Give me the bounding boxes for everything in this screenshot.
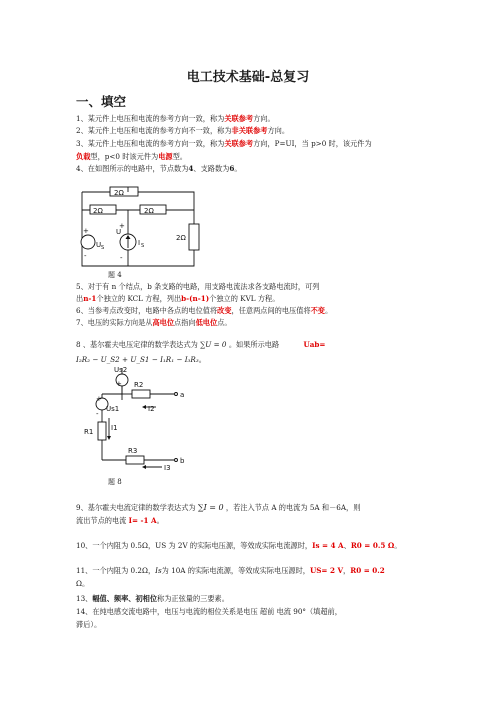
question-14-line-2: 滞后）。: [76, 620, 102, 629]
question-text: 流出节点的电流: [76, 516, 129, 525]
plus-sign: +: [119, 222, 125, 230]
question-7: [76, 317, 232, 328]
source-voltage-subscript: S: [101, 245, 105, 251]
question-text: 2、某元件上电压和电流的参考方向不一致，称为: [76, 126, 232, 135]
answer: 6: [229, 164, 235, 173]
question-text: 1、某元件上电压和电流的参考方向一致，称为: [76, 114, 225, 123]
question-text: 方向，P=UI，当 p>0 时，该元件为: [253, 139, 372, 148]
resistor-r3: [126, 456, 144, 464]
question-text: 出: [76, 294, 84, 303]
question-text: 方向。: [267, 126, 290, 135]
answer: 电源: [158, 152, 173, 161]
i3-label: I3: [164, 464, 171, 472]
answer: I= -1 A: [128, 516, 157, 525]
resistor-top-label: 2Ω: [114, 189, 124, 197]
question-5-line-2: [76, 293, 279, 304]
minus-sign: -: [96, 410, 99, 418]
question-text: 个独立的 KCL 方程，列出: [96, 294, 182, 303]
document-title: 电工技术基础-总复习: [186, 70, 310, 85]
source-current-subscript: S: [141, 243, 145, 249]
question-text: 为 10A 的实际电流源，等效成实际电压源时，: [161, 566, 310, 575]
answer: 改变: [217, 306, 232, 315]
question-11-line-1: [76, 565, 385, 576]
resistor-right-label: 2Ω: [176, 234, 186, 242]
plus-sign: +: [96, 395, 102, 403]
plus-sign: +: [116, 380, 122, 388]
answer: US= 2 V: [309, 566, 344, 575]
figure-4-caption: 题 4: [108, 271, 122, 279]
question-8-line-1: [76, 339, 325, 350]
node-a-label: a: [180, 391, 185, 399]
voltage-label: U: [116, 228, 122, 236]
answer: 关联参考: [224, 114, 254, 123]
question-text: ，若注入节点 A 的电流为 5A 和－6A，则: [225, 503, 361, 512]
question-6: [76, 305, 332, 316]
answer: 4: [188, 164, 194, 173]
question-text: 个独立的 KVL 方程。: [209, 294, 280, 303]
answer: 非关联参考: [231, 126, 268, 135]
question-text: 、支路数为: [193, 164, 230, 173]
question-text: 。如果所示电路: [228, 340, 280, 349]
answer: n-1: [83, 294, 97, 303]
is-symbol: Is: [155, 566, 162, 575]
plus-sign: +: [83, 227, 89, 235]
question-number: 13、: [76, 594, 93, 603]
source-current-label: I: [138, 239, 141, 247]
resistor-r1: [98, 422, 106, 440]
resistor-right: [189, 224, 199, 250]
question-text: 。: [234, 164, 242, 173]
kvl-formula: ∑U = 0: [200, 340, 227, 349]
question-14-line-1: 14、在纯电感交流电路中，电压与电流的相位关系是电压 超前 电流 90°（填超前，: [76, 607, 342, 616]
answer: 关联参考: [224, 139, 254, 148]
question-text: 10、一个内阻为 0.5Ω，US 为 2V 的实际电压源，等效成实际电流源时，: [76, 541, 313, 550]
question-text: 3、某元件上电压和电流的参考方向一致，称为: [76, 139, 225, 148]
question-4: [76, 163, 242, 174]
answer: R0 = 0.2: [350, 566, 385, 575]
question-text: 方向。: [253, 114, 275, 123]
circuit-figure-8: [82, 364, 192, 472]
question-text: 称为正弦量的三要素。: [157, 594, 229, 603]
answer: 负载: [76, 152, 91, 161]
source-voltage-label: U: [96, 241, 102, 249]
question-text: ，任意两点间的电压值将: [231, 306, 311, 315]
us1-label: Us1: [106, 405, 120, 413]
circuit-figure-4: [76, 178, 206, 270]
resistor-r2: [132, 390, 150, 398]
answer: b-(n-1): [181, 294, 210, 303]
question-text: 。: [156, 516, 164, 525]
question-text: 6、当参考点改变时，电路中各点的电位值将: [76, 306, 218, 315]
question-9-line-1: [76, 502, 360, 513]
section-heading: 一、填空: [76, 94, 127, 109]
question-13: [76, 593, 229, 604]
resistor-middle-label: 2Ω: [144, 207, 154, 215]
question-text: 点。: [217, 318, 232, 327]
question-text: 型。: [172, 152, 187, 161]
answer: R0 = 0.5 Ω: [350, 541, 395, 550]
uab-expression: I₂R₂ − U_S2 + U_S1 − I₁R₁ − I₃R₃: [76, 355, 199, 364]
answer: 幅值、频率、初相位: [92, 594, 158, 603]
question-text: 9、基尔霍夫电流定律的数学表达式为: [76, 503, 196, 512]
question-5-line-1: 5、对于有 n 个结点，b 条支路的电路，用支路电流法求各支路电流时，可列: [76, 282, 320, 291]
question-text: 点指向: [174, 318, 196, 327]
question-9-line-2: [76, 515, 164, 526]
figure-8-caption: 题 8: [108, 478, 122, 486]
r2-label: R2: [134, 381, 144, 389]
answer: 低电位: [195, 318, 218, 327]
question-text: 。: [394, 541, 402, 550]
question-text: 7、电压的实际方向是从: [76, 318, 153, 327]
question-text: 11、一个内阻为 0.2Ω，: [76, 566, 156, 575]
resistor-left-label: 2Ω: [93, 207, 103, 215]
answer: Is = 4 A: [312, 541, 344, 550]
r3-label: R3: [128, 447, 138, 455]
question-text: 型，p<0 时该元件为: [90, 152, 159, 161]
question-text: 。: [198, 355, 206, 364]
answer: 不变: [310, 306, 325, 315]
question-10: [76, 540, 401, 551]
separator: 、: [343, 541, 351, 550]
answer: 高电位: [152, 318, 175, 327]
question-11-line-2: Ω。: [76, 579, 90, 588]
question-text: 。: [325, 306, 333, 315]
voltage-source: [81, 235, 95, 249]
node-b-label: b: [180, 457, 185, 465]
minus-sign: -: [84, 252, 87, 260]
separator: ，: [343, 566, 351, 575]
answer-label: Uab=: [303, 340, 326, 349]
question-3-line-1: [76, 138, 372, 149]
question-text: 4、在如图所示的电路中，节点数为: [76, 164, 189, 173]
minus-sign: -: [120, 254, 123, 262]
us2-label: Us2: [114, 366, 128, 374]
question-3-line-2: [76, 151, 187, 162]
i1-label: I1: [111, 424, 118, 432]
i2-label: I2: [148, 405, 155, 413]
question-text: 8 、基尔霍夫电压定律的数学表达式为: [76, 340, 198, 349]
wire: [82, 192, 194, 266]
kcl-formula: ∑I = 0: [197, 503, 224, 512]
r1-label: R1: [84, 428, 94, 436]
question-2: [76, 125, 289, 136]
question-1: [76, 113, 275, 124]
